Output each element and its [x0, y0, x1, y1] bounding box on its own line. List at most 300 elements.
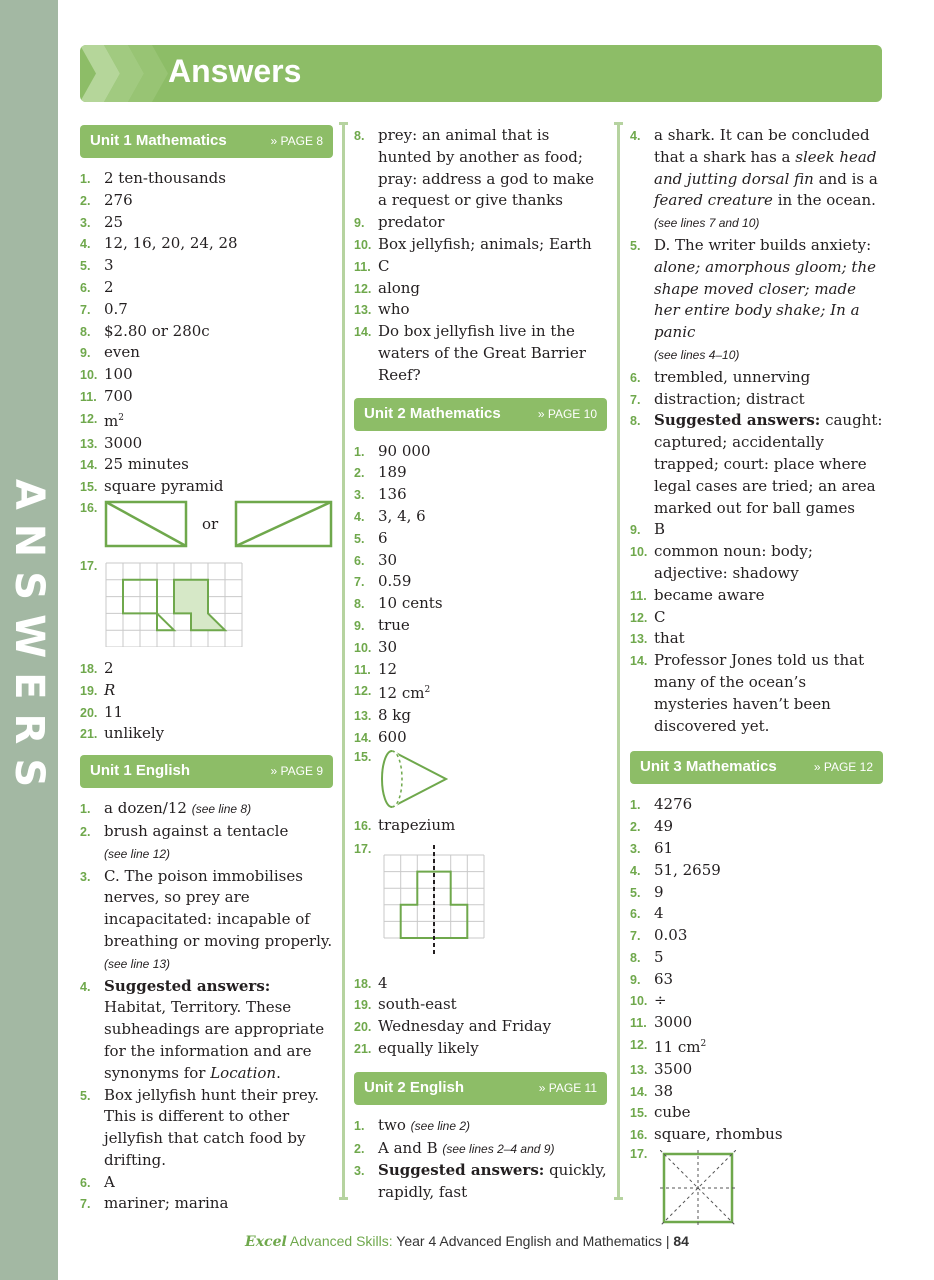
answer-number: 20. [80, 705, 98, 720]
page-ref: » PAGE 9 [270, 764, 323, 779]
answer-number: 15. [80, 480, 98, 495]
list-item [630, 1012, 883, 1034]
symmetry-grid-figure [378, 843, 488, 958]
answer-number: 13. [354, 303, 372, 318]
answer-number: 1. [630, 798, 641, 813]
page-ref: » PAGE 11 [538, 1080, 597, 1095]
list-item [630, 389, 883, 411]
list-item [80, 321, 333, 343]
answer-number: 7. [80, 302, 91, 317]
answer-number: 14. [630, 1084, 648, 1099]
answer-number: 13. [80, 436, 98, 451]
answer-text: ÷ [654, 991, 667, 1010]
answer-number: 10. [354, 237, 372, 252]
list-item [630, 585, 883, 607]
answer-text: 3 [104, 256, 114, 275]
list-item [80, 168, 333, 190]
list-item [80, 680, 333, 702]
list-item [354, 659, 607, 681]
page-ref: » PAGE 8 [270, 134, 323, 148]
answer-text: who [378, 300, 410, 319]
answer-17 [354, 841, 607, 973]
list-item [630, 125, 883, 235]
answer-number: 21. [80, 727, 98, 742]
answer-text: 5 [654, 947, 664, 966]
answer-number: 5. [80, 1088, 91, 1103]
list-item [354, 637, 607, 659]
column-divider [342, 122, 345, 1200]
answer-number: 9. [630, 972, 641, 987]
column-2 [354, 120, 607, 1204]
list-item [80, 255, 333, 277]
superscript: 2 [700, 1039, 707, 1050]
answer-text: square pyramid [104, 477, 224, 496]
list-item [354, 321, 607, 386]
answer-number: 7. [80, 1197, 91, 1212]
answer-text: 3, 4, 6 [378, 506, 426, 525]
column-3 [630, 120, 883, 1226]
answer-text: 38 [654, 1081, 674, 1100]
list-item [354, 994, 607, 1016]
lines-of-symmetry [660, 1150, 736, 1226]
list-item [354, 1016, 607, 1038]
suggested-label: Suggested answers: [104, 976, 271, 995]
answer-number: 8. [80, 324, 91, 339]
answer-number: 7. [630, 929, 641, 944]
answer-text: 2 [104, 658, 114, 677]
line-reference: (see lines 2–4 and 9) [442, 1141, 555, 1156]
answer-text: 49 [654, 817, 674, 836]
answer-number: 10. [354, 640, 372, 655]
answer-list [630, 794, 883, 1146]
superscript: 2 [118, 412, 124, 423]
list-item [354, 212, 607, 234]
answer-text: C [654, 607, 666, 626]
answer-number: 11. [630, 588, 647, 603]
answer-text: square, rhombus [654, 1125, 783, 1144]
list-item [354, 299, 607, 321]
answer-text: unlikely [104, 724, 165, 743]
answer-number: 9. [354, 618, 365, 633]
answer-number: 14. [354, 730, 372, 745]
list-item [354, 1115, 607, 1138]
answer-number: 10. [630, 545, 648, 560]
list-item [354, 125, 607, 212]
answer-text: m [104, 411, 119, 430]
answer-number: 11. [630, 1016, 647, 1031]
answer-15 [354, 749, 607, 815]
answer-text: even [104, 343, 140, 362]
list-item [80, 386, 333, 408]
section-title: Unit 1 English [90, 762, 191, 780]
answer-number: 12. [354, 684, 372, 699]
answer-number: 1. [80, 172, 91, 186]
answer-text: 30 [378, 550, 398, 569]
answer-text: 100 [104, 365, 133, 384]
answer-number: 6. [354, 553, 365, 568]
list-item [630, 1124, 883, 1146]
answer-text: Wednesday and Friday [378, 1017, 552, 1036]
answer-number: 11. [354, 259, 371, 274]
answer-text: trapezium [378, 815, 456, 834]
list-item [80, 658, 333, 680]
list-item [80, 454, 333, 476]
list-item [354, 528, 607, 550]
answer-number: 1. [354, 1118, 365, 1133]
answer-italic: Location [210, 1063, 277, 1082]
answer-number: 8. [354, 129, 365, 143]
answer-number: 15. [354, 749, 372, 764]
answer-text: 2 [104, 277, 114, 296]
answer-number: 3. [80, 869, 91, 884]
answer-number: 5. [630, 885, 641, 900]
divided-rectangles-figure [104, 500, 333, 550]
list-item [630, 903, 883, 925]
list-item [630, 990, 883, 1012]
list-item [80, 866, 333, 976]
list-item [354, 1160, 607, 1204]
answer-number: 12. [80, 411, 98, 426]
answer-text: 2 ten-thousands [104, 169, 226, 187]
answer-number: 6. [630, 907, 641, 922]
answer-text: 25 minutes [104, 455, 189, 474]
answer-text: A and B [378, 1138, 443, 1157]
list-item [630, 650, 883, 737]
list-item [80, 976, 333, 1085]
answer-text: A [104, 1172, 115, 1191]
answer-number: 13. [630, 1062, 648, 1077]
brand-logo: Excel [245, 1234, 287, 1250]
square-symmetry-figure [660, 1150, 736, 1226]
cone-figure [378, 749, 448, 809]
list-item [80, 1085, 333, 1172]
answer-text: 700 [104, 386, 133, 405]
answer-text: a dozen/12 [104, 799, 192, 818]
list-item [80, 299, 333, 321]
list-item [630, 838, 883, 860]
list-item [354, 973, 607, 995]
answer-text: Do box jellyfish live in the waters of the Great Barrier Reef? [378, 322, 586, 384]
answer-text: 63 [654, 969, 674, 988]
answer-number: 20. [354, 1020, 372, 1035]
line-reference: (see line 12) [104, 846, 171, 861]
page-number: 84 [673, 1233, 689, 1249]
answer-text: quickly, rapidly, fast [378, 1161, 607, 1202]
grid-figure [104, 561, 244, 647]
answer-text: a shark. It can be concluded that a shark has a [654, 126, 870, 166]
answer-text: 4 [378, 973, 388, 992]
section-title: Unit 3 Mathematics [640, 758, 777, 776]
answer-text: cube [654, 1103, 691, 1122]
answer-list [354, 973, 607, 1060]
answer-text: along [378, 278, 421, 297]
suggested-label: Suggested answers: [378, 1161, 545, 1180]
section-header-unit1-english [80, 755, 333, 788]
answer-text: 4276 [654, 795, 693, 814]
answer-text: 90 000 [378, 441, 431, 460]
answer-italic: alone; amorphous gloom; the shape moved closer; made her entire body shake; In a panic [654, 257, 876, 342]
diagonal-line [236, 502, 331, 546]
list-item [80, 723, 333, 745]
answer-italic: sleek head and jutting dorsal fin [654, 147, 877, 188]
answer-text: caught: captured; accidentally trapped; court: place where legal cases are tried; an area marked out for ball games [654, 411, 883, 517]
list-item [354, 441, 607, 463]
list-item [354, 278, 607, 300]
line-reference: (see line 2) [410, 1118, 471, 1133]
answer-number: 12. [630, 610, 648, 625]
answer-text: 189 [378, 463, 407, 482]
answer-number: 8. [630, 950, 641, 965]
answer-number: 11. [80, 389, 97, 404]
list-item [354, 484, 607, 506]
answer-number: 1. [354, 444, 365, 459]
list-item [80, 408, 333, 433]
answer-number: 7. [630, 392, 641, 407]
answer-text: equally likely [378, 1038, 479, 1057]
answer-number: 2. [80, 193, 91, 208]
book-title: Year 4 Advanced English and Mathematics | [392, 1233, 674, 1249]
answer-number: 10. [630, 994, 648, 1009]
answer-number: 6. [80, 280, 91, 295]
list-item [354, 256, 607, 278]
answer-italic: feared creature [654, 191, 773, 210]
suggested-label: Suggested answers: [654, 411, 821, 430]
answer-number: 4. [630, 129, 641, 143]
line-reference: (see line 13) [104, 956, 171, 971]
answer-number: 17. [630, 1147, 648, 1162]
side-label: ANSWERS [6, 478, 52, 802]
list-item [630, 860, 883, 882]
answer-text: $2.80 or 280c [104, 321, 210, 340]
list-item [630, 1034, 883, 1059]
answer-number: 19. [354, 998, 372, 1013]
answer-text: trembled, unnerving [654, 367, 811, 386]
list-item [80, 821, 333, 866]
answer-number: 6. [630, 370, 641, 385]
answer-number: 16. [354, 818, 372, 833]
answer-number: 10. [80, 368, 98, 383]
answer-text: south-east [378, 995, 457, 1014]
list-item [630, 969, 883, 991]
section-title: Unit 2 Mathematics [364, 404, 501, 422]
answer-number: 19. [80, 683, 98, 698]
answer-number: 17. [80, 558, 98, 573]
section-header-unit2-english [354, 1072, 607, 1105]
answer-text: 6 [378, 528, 388, 547]
answer-number: 18. [80, 661, 98, 676]
list-item [354, 1038, 607, 1060]
list-item [354, 462, 607, 484]
answer-text: 12 [378, 659, 398, 678]
answer-number: 14. [630, 654, 648, 669]
list-item [80, 364, 333, 386]
list-item [80, 1172, 333, 1194]
original-shape [123, 580, 174, 630]
page-ref: » PAGE 10 [537, 406, 597, 421]
answer-number: 2. [630, 820, 641, 835]
answer-number: 5. [630, 238, 641, 253]
column-divider [617, 122, 620, 1200]
answer-number: 3. [630, 841, 641, 856]
section-header-unit3-math [630, 751, 883, 784]
column-1 [80, 120, 333, 1215]
answer-text: Box jellyfish hunt their prey. This is different to other jellyfish that catch food by drifting. [104, 1085, 319, 1169]
section-title: Unit 1 Mathematics [90, 132, 227, 149]
list-item [630, 541, 883, 585]
list-item [354, 571, 607, 593]
answer-text: Professor Jones told us that many of the ocean’s mysteries haven’t been discovered yet. [654, 651, 865, 735]
answer-number: 17. [354, 841, 372, 856]
answer-number: 9. [630, 523, 641, 538]
answer-list [354, 441, 607, 749]
list-item [630, 1081, 883, 1103]
answer-text: Habitat, Territory. These subheadings are appropriate for the information and are synonyms for [104, 998, 325, 1082]
answer-number: 4. [354, 509, 365, 524]
answer-text: C [378, 256, 390, 275]
list-item [354, 615, 607, 637]
list-item [630, 519, 883, 541]
list-item [354, 705, 607, 727]
list-item [354, 1138, 607, 1161]
answer-text: 9 [654, 882, 664, 901]
list-item [80, 1193, 333, 1215]
list-item [630, 925, 883, 947]
answer-text: distraction; distract [654, 389, 805, 408]
answer-number: 3. [80, 215, 91, 230]
answer-number: 8. [630, 414, 641, 429]
answer-text: 3000 [654, 1013, 693, 1032]
answer-text: 10 cents [378, 594, 443, 613]
answer-list [354, 125, 607, 387]
list-item [80, 476, 333, 498]
answer-text: B [654, 520, 666, 539]
list-item [80, 233, 333, 255]
list-item [630, 816, 883, 838]
answer-number: 3. [354, 1164, 365, 1179]
answer-number: 13. [630, 632, 648, 647]
answer-number: 16. [630, 1128, 648, 1143]
answer-text: 3500 [654, 1059, 693, 1078]
list-item [630, 794, 883, 816]
answer-number: 2. [354, 466, 365, 481]
answer-text: true [378, 615, 410, 634]
answer-text: 12, 16, 20, 24, 28 [104, 234, 238, 253]
answer-text: in the ocean. [772, 191, 876, 210]
answer-text: 136 [378, 485, 407, 504]
answer-number: 14. [354, 325, 372, 340]
answer-16 [80, 500, 333, 552]
answer-text: mariner; marina [104, 1194, 229, 1213]
answer-text: D. The writer builds anxiety: [654, 235, 872, 254]
answer-text: 61 [654, 838, 674, 857]
superscript: 2 [424, 685, 431, 696]
list-item [630, 367, 883, 389]
answer-text: two [378, 1115, 411, 1134]
answer-text: 0.59 [378, 572, 412, 591]
answer-number: 21. [354, 1041, 372, 1056]
line-reference: (see lines 4–10) [654, 347, 740, 362]
answer-number: 3. [354, 488, 365, 503]
list-item [630, 947, 883, 969]
answer-number: 13. [354, 709, 372, 724]
list-item [630, 1102, 883, 1124]
list-item [354, 593, 607, 615]
answer-text: brush against a tentacle [104, 821, 289, 840]
answer-number: 15. [630, 1106, 648, 1121]
or-label: or [202, 514, 219, 533]
answer-number: 18. [354, 976, 372, 991]
section-header-unit1-math [80, 125, 333, 158]
list-item [354, 727, 607, 749]
answer-text: 25 [104, 212, 124, 231]
answer-number: 2. [354, 1141, 365, 1156]
answer-number: 9. [354, 216, 365, 231]
list-item [80, 190, 333, 212]
answer-list [80, 168, 333, 498]
list-item [80, 433, 333, 455]
answer-number: 11. [354, 662, 371, 677]
answer-text: 11 cm [654, 1038, 701, 1057]
page-title: Answers [168, 53, 302, 89]
answer-text: 4 [654, 904, 664, 923]
answer-17 [630, 1146, 883, 1226]
answer-number: 9. [80, 346, 91, 361]
answer-text: Box jellyfish; animals; Earth [378, 234, 592, 253]
answer-number: 1. [80, 802, 91, 817]
answer-text: 12 cm [378, 684, 425, 703]
answer-number: 12. [354, 281, 372, 296]
list-item [630, 882, 883, 904]
answer-number: 6. [80, 1175, 91, 1190]
series-name: Advanced Skills: [286, 1233, 393, 1249]
answer-text: that [654, 629, 685, 648]
answer-number: 14. [80, 458, 98, 473]
answer-text: . [276, 1063, 281, 1082]
section-title: Unit 2 English [364, 1078, 465, 1096]
page-ref: » PAGE 12 [813, 760, 873, 775]
section-header-unit2-math [354, 398, 607, 431]
answer-text: 30 [378, 637, 398, 656]
answer-text: 0.03 [654, 926, 688, 945]
line-reference: (see line 8) [191, 802, 252, 817]
answer-17 [80, 558, 333, 658]
answer-text: 0.7 [104, 299, 128, 318]
answer-text: and is a [813, 169, 878, 188]
list-item [80, 277, 333, 299]
list-item [80, 702, 333, 724]
answer-number: 4. [80, 237, 91, 252]
answers-banner [80, 45, 882, 102]
list-item [630, 410, 883, 519]
answer-number: 12. [630, 1038, 648, 1053]
list-item [630, 235, 883, 367]
answer-text: 8 kg [378, 706, 412, 725]
list-item [80, 342, 333, 364]
answer-number: 5. [354, 531, 365, 546]
answer-text: 3000 [104, 433, 143, 452]
list-item [354, 506, 607, 528]
answer-text: C. The poison immobilises nerves, so prey are incapacitated: incapable of breathing or moving properly. [104, 866, 333, 950]
page-footer [0, 1233, 934, 1250]
list-item [354, 234, 607, 256]
answer-number: 16. [80, 500, 98, 515]
answer-number: 5. [80, 259, 91, 274]
list-item [80, 212, 333, 234]
answer-text: R [104, 680, 116, 699]
answer-number: 8. [354, 597, 365, 612]
list-item [354, 815, 607, 837]
list-item [80, 798, 333, 821]
